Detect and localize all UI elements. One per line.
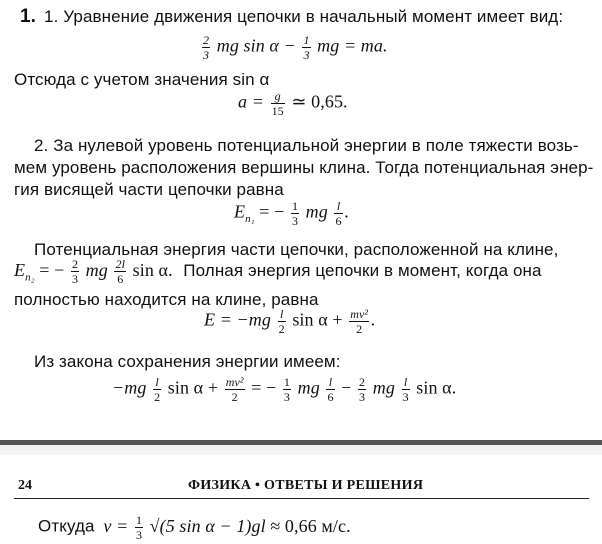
square-root-expression: √(5 sin α − 1)gl: [149, 515, 266, 536]
energy-conservation-equation: −mg $\frac{l}{2}$ sin α + $\frac{\text{mv²}}{2}$ = − $\frac{1}{3}$ mg $\frac{l}{6}$ − $\frac{2}{3}$ mg $\frac{l}{3}$ sin α.: [112, 375, 457, 404]
section-1-heading: [20, 6, 563, 28]
text-line: Потенциальная энергия части цепочки, расположенной на клине,: [34, 240, 559, 259]
text-line: 2. За нулевой уровень потенциальной энергии в поле тяжести возь-: [34, 136, 579, 155]
fraction-l-6: $\frac{l}{6}$: [335, 199, 342, 228]
fraction-mv2-2: $\frac{\text{mv²}}{2}$: [350, 307, 369, 336]
text-line: Отсюда с учетом значения sin α: [14, 70, 270, 89]
fraction-l-2: $\frac{l}{2}$: [278, 307, 285, 336]
fraction-two-thirds: $\frac{2}{3}$: [71, 257, 79, 286]
final-answer-line: Откуда v = $\frac{1}{3}$ √(5 sin α − 1)gl ≈ 0,66 м/с.: [38, 513, 351, 542]
header-rule: [14, 498, 589, 499]
fraction-2l-6: $\frac{2l}{6}$: [115, 257, 126, 286]
equation-of-motion: $\frac{2}{3}$ mg sin α − $\frac{1}{3}$ mg = ma.: [203, 33, 388, 62]
text-line: гия висящей части цепочки равна: [14, 180, 284, 199]
section-1-number: 1.: [20, 6, 37, 27]
page-gap: [0, 445, 602, 455]
fraction-one-third: $\frac{1}{3}$: [303, 33, 310, 62]
potential-energy-hanging-equation: $E_{n_1}$ = − $\frac{1}{3}$ mg $\frac{l}{6}$ .: [234, 199, 350, 228]
text-line: мем уровень расположения вершины клина. Тогда потенциальная энер-: [14, 158, 594, 177]
final-velocity-equation: v = $\frac{1}{3}$ √(5 sin α − 1)gl ≈ 0,66 м/с.: [103, 513, 351, 542]
fraction-two-thirds: $\frac{2}{3}$: [203, 33, 210, 62]
potential-energy-wedge-equation: $E_{n_2}$ = − $\frac{2}{3}$ mg $\frac{2l}{6}$ sin α.: [14, 257, 173, 286]
text-line: Из закона сохранения энергии имеем:: [34, 352, 341, 371]
text-line: полностью находится на клине, равна: [14, 290, 319, 309]
running-title: ФИЗИКА • ОТВЕТЫ И РЕШЕНИЯ: [188, 478, 424, 493]
fraction-one-third: $\frac{1}{3}$: [135, 513, 143, 542]
fraction-g-15: $\frac{g}{15}$: [271, 89, 284, 118]
fraction-one-third: $\frac{1}{3}$: [291, 199, 299, 228]
page-number: 24: [18, 478, 32, 493]
section-1-title: 1. Уравнение движения цепочки в начальный момент имеет вид:: [44, 7, 564, 26]
total-energy-equation: E = −mg $\frac{l}{2}$ sin α + $\frac{\text{mv²}}{2}$ .: [204, 307, 376, 336]
text-line-with-equation: $E_{n_2}$ = − $\frac{2}{3}$ mg $\frac{2l}{6}$ sin α. Полная энергия цепочки в момент, когда она: [14, 257, 542, 286]
acceleration-equation: a = $\frac{g}{15}$ ≃ 0,65.: [238, 89, 348, 118]
